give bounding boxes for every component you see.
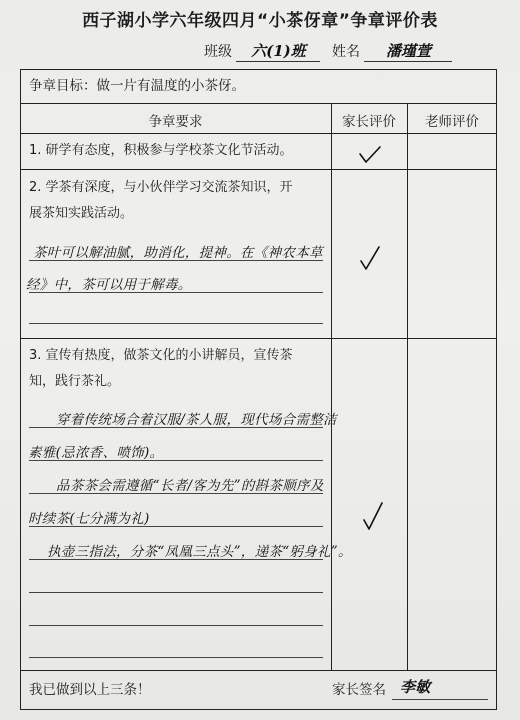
summary-text: 我已做到以上三条！ <box>29 682 151 698</box>
class-field <box>204 40 320 62</box>
handwritten-answer: 时续茶(七分满为礼) <box>28 511 150 527</box>
answer-line <box>29 657 323 658</box>
parent-signature: 李敏 <box>400 678 431 696</box>
signature-line <box>392 699 488 700</box>
requirement-text: 知，践行茶礼。 <box>29 374 121 389</box>
requirement-text: 1. 研学有态度，积极参与学校茶文化节活动。 <box>29 143 293 158</box>
checkmark-icon <box>359 245 381 271</box>
header-divider <box>20 133 497 134</box>
table-border-top <box>20 69 497 70</box>
handwritten-answer: 执壶三指法，分茶“凤凰三点头”，递茶“躬身礼”。 <box>47 544 352 560</box>
name-label: 姓名 <box>332 44 360 60</box>
column-divider <box>407 103 408 670</box>
row-divider <box>20 670 497 671</box>
name-field <box>332 40 452 62</box>
column-header-requirements: 争章要求 <box>148 114 203 130</box>
name-value: 潘瑾萱 <box>364 40 452 62</box>
requirement-text: 2. 学茶有深度，与小伙伴学习交流茶知识，开 <box>29 180 293 195</box>
row-divider <box>20 338 497 339</box>
requirement-text: 展茶知实践活动。 <box>29 206 134 221</box>
signature-label: 家长签名 <box>332 682 386 698</box>
goal-text: 争章目标：做一片有温度的小茶伢。 <box>29 78 245 94</box>
column-divider <box>331 103 332 670</box>
table-border-right <box>496 69 497 710</box>
evaluation-table <box>20 69 497 710</box>
table-border-bottom <box>20 709 497 710</box>
table-border-left <box>20 69 21 710</box>
checkmark-icon <box>358 145 382 165</box>
handwritten-answer: 品茶茶会需遵循“长者/客为先”的斟茶顺序及 <box>56 478 324 494</box>
column-header-teacher: 老师评价 <box>425 114 479 130</box>
row-divider <box>20 169 497 170</box>
answer-line <box>29 625 323 626</box>
page-title: 西子湖小学六年级四月“小茶伢章”争章评价表 <box>82 11 438 31</box>
handwritten-answer: 素雅(忌浓香、喷饰)。 <box>28 445 164 461</box>
class-label: 班级 <box>204 44 232 60</box>
answer-line <box>29 323 323 324</box>
checkmark-icon <box>362 501 384 531</box>
handwritten-answer: 穿着传统场合着汉服/茶人服，现代场合需整洁 <box>56 412 337 428</box>
goal-divider <box>20 103 497 104</box>
column-header-parent: 家长评价 <box>342 114 396 130</box>
answer-line <box>29 592 323 593</box>
class-value: 六(1)班 <box>236 40 320 62</box>
handwritten-answer: 经》中，茶可以用于解毒。 <box>26 277 192 293</box>
handwritten-answer: 茶叶可以解油腻，助消化，提神。在《神农本草 <box>33 245 323 261</box>
requirement-text: 3. 宣传有热度，做茶文化的小讲解员，宣传茶 <box>29 348 293 363</box>
